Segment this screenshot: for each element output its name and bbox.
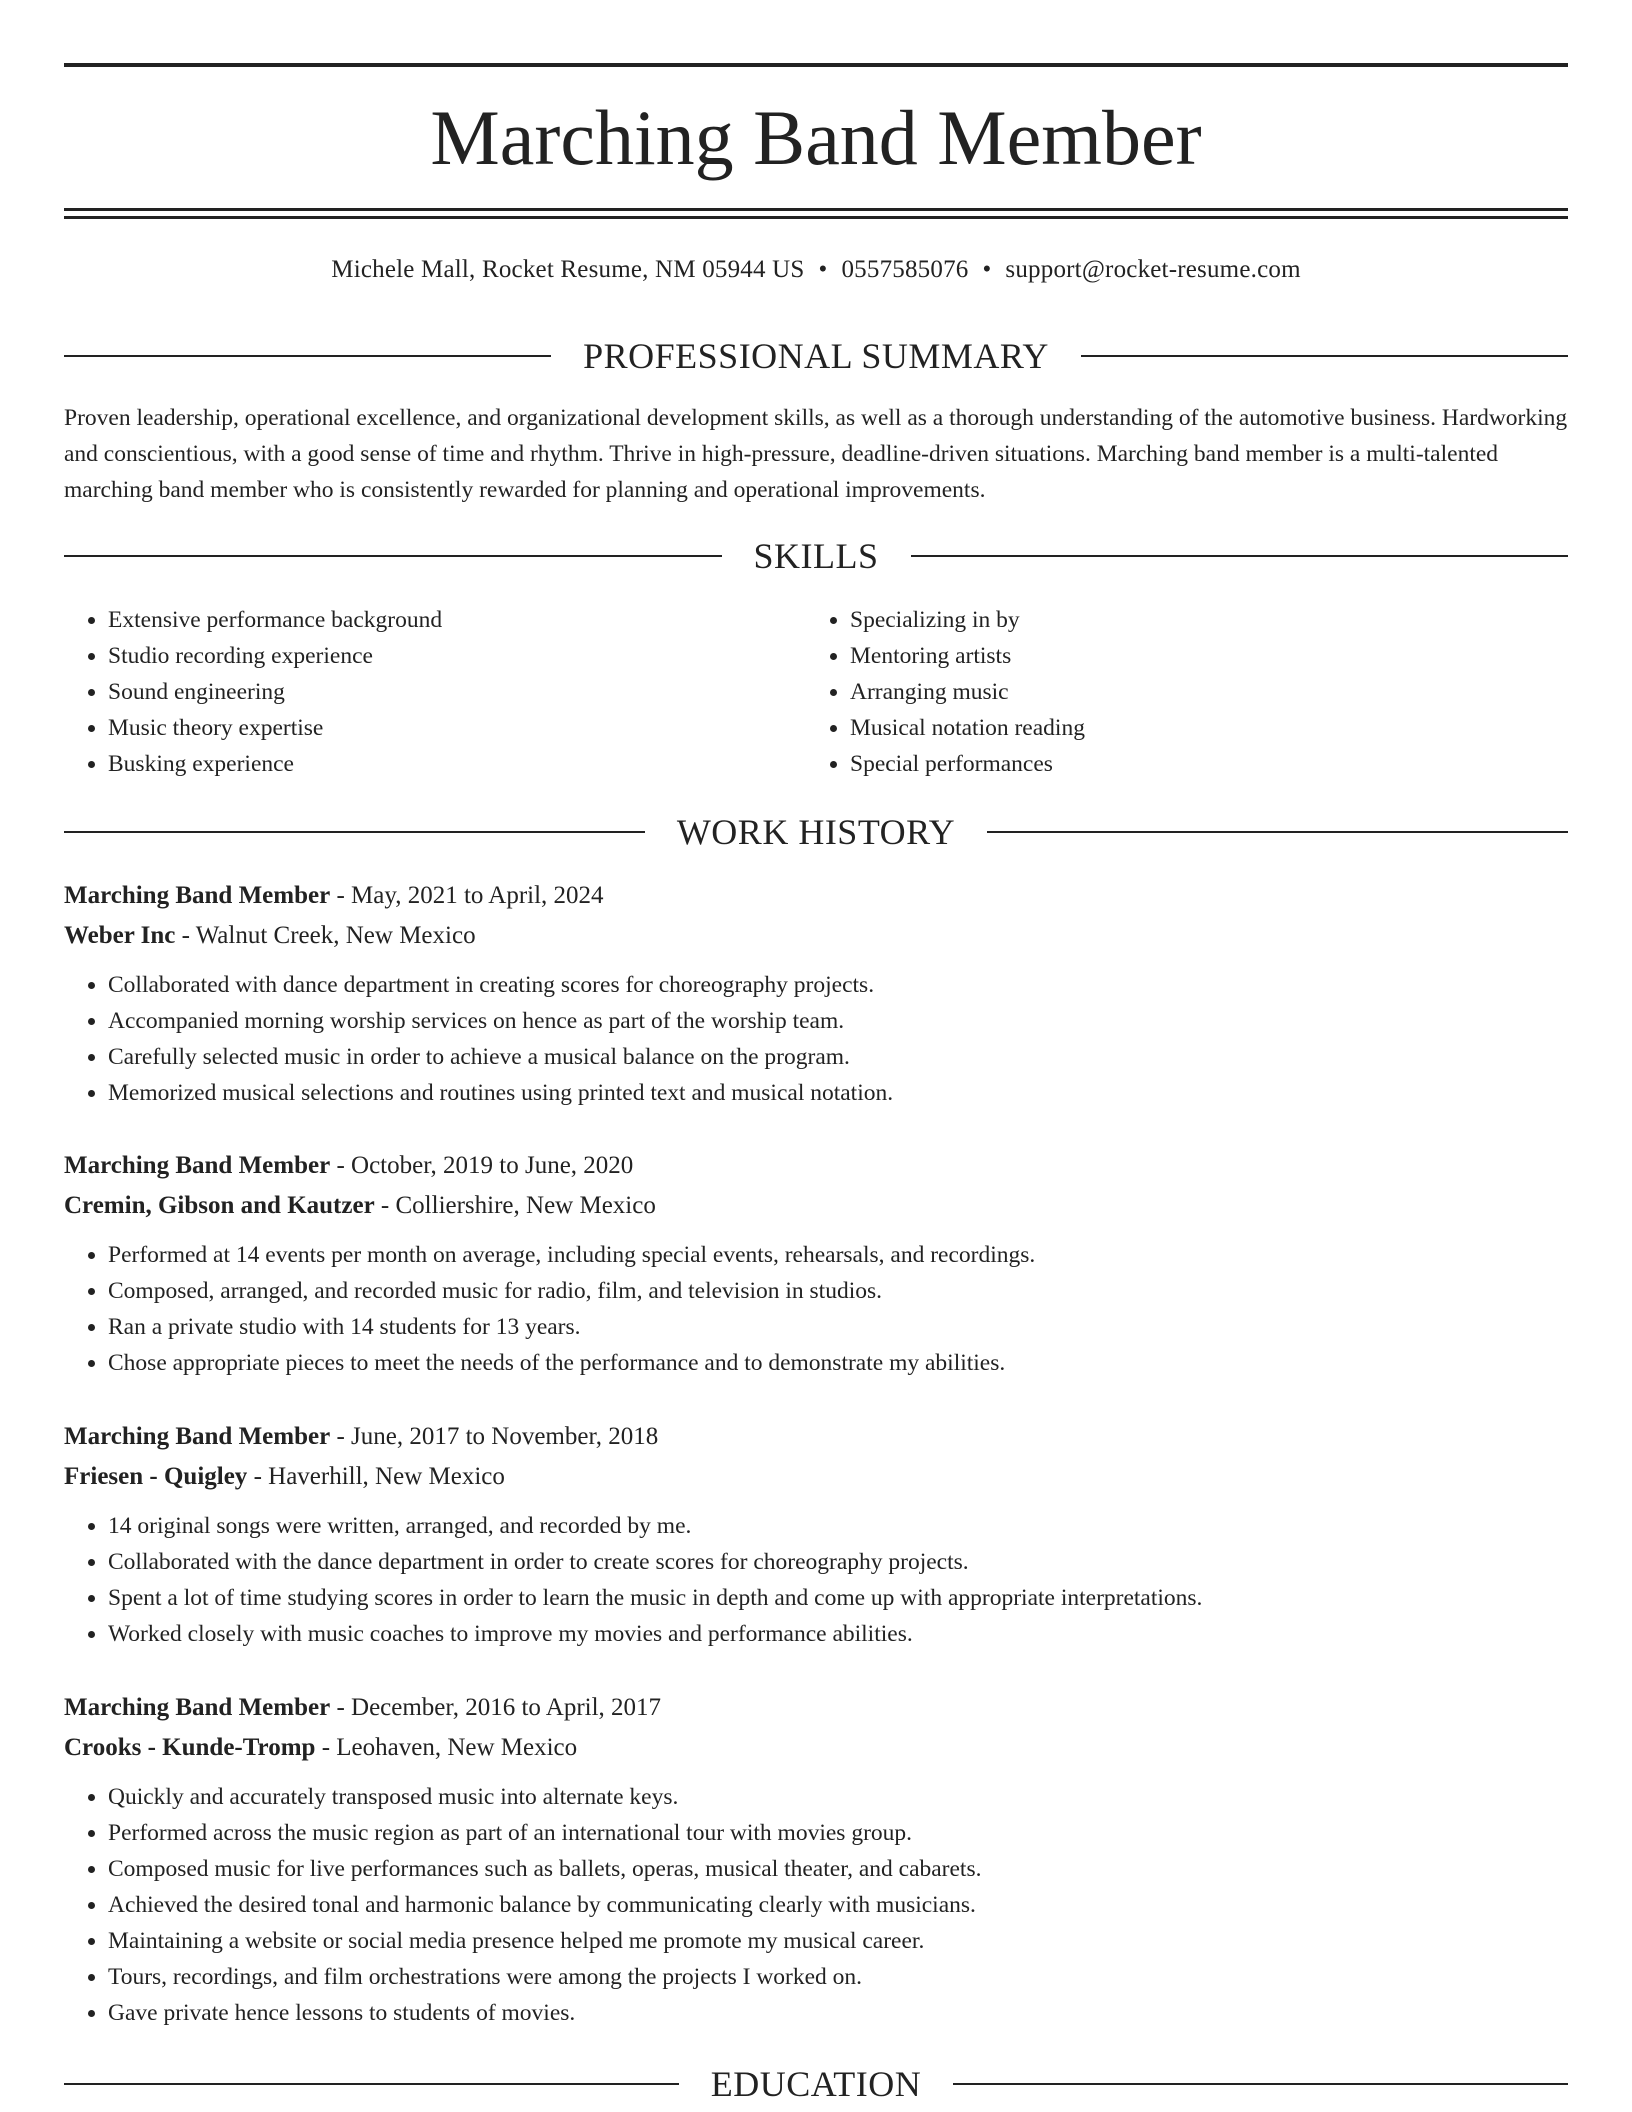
skill-item: • Sound engineering xyxy=(108,674,806,710)
heading-rule-left xyxy=(64,355,551,357)
job-title-line xyxy=(64,1417,1568,1457)
skill-item: • Extensive performance background xyxy=(108,602,806,638)
job-company-line xyxy=(64,916,1568,956)
heading-rule-right xyxy=(1081,355,1568,357)
resume-name: Marching Band Member xyxy=(430,94,1202,181)
contact-phone: 0557585076 xyxy=(841,256,969,283)
heading-rule-right xyxy=(953,2083,1568,2085)
job-dates: - October, 2019 to June, 2020 xyxy=(330,1152,634,1179)
job-entry xyxy=(64,1417,1568,1652)
job-bullet: • Collaborated with the dance department in order to create scores for choreography projects. xyxy=(108,1544,1568,1580)
header-top-rule xyxy=(64,63,1568,67)
skill-item: • Musical notation reading xyxy=(850,710,1548,746)
job-bullet: • Composed, arranged, and recorded music for radio, film, and television in studios. xyxy=(108,1273,1568,1309)
skill-item: • Special performances xyxy=(850,746,1548,782)
skills-heading-title: SKILLS xyxy=(753,536,879,576)
job-company: Weber Inc xyxy=(64,922,176,949)
job-bullet: • Performed at 14 events per month on average, including special events, rehearsals, and recordings. xyxy=(108,1237,1568,1273)
job-location: - Colliershire, New Mexico xyxy=(374,1192,656,1219)
job-company-line xyxy=(64,1728,1568,1768)
contact-line xyxy=(64,252,1568,288)
skill-item: • Mentoring artists xyxy=(850,638,1548,674)
job-bullet: • Collaborated with dance department in creating scores for choreography projects. xyxy=(108,967,1568,1003)
job-bullet: • Accompanied morning worship services on hence as part of the worship team. xyxy=(108,1003,1568,1039)
heading-rule-right xyxy=(987,831,1568,833)
job-title: Marching Band Member xyxy=(64,1152,331,1179)
job-location: - Leohaven, New Mexico xyxy=(315,1734,578,1761)
job-location: - Walnut Creek, New Mexico xyxy=(175,922,476,949)
work-history-heading-title: WORK HISTORY xyxy=(676,812,956,852)
job-dates: - May, 2021 to April, 2024 xyxy=(330,882,604,909)
job-company-line xyxy=(64,1186,1568,1226)
contact-separator: • xyxy=(982,256,992,283)
skill-item: • Music theory expertise xyxy=(108,710,806,746)
job-bullet: • Ran a private studio with 14 students for 13 years. xyxy=(108,1309,1568,1345)
job-entry xyxy=(64,1146,1568,1381)
job-entry xyxy=(64,876,1568,1111)
job-bullet: • Performed across the music region as part of an international tour with movies group. xyxy=(108,1815,1568,1851)
job-company: Friesen - Quigley xyxy=(64,1463,248,1490)
job-bullet: • Composed music for live performances such as ballets, operas, musical theater, and cabarets. xyxy=(108,1851,1568,1887)
job-company-line xyxy=(64,1457,1568,1497)
job-title: Marching Band Member xyxy=(64,1694,331,1721)
skills-column-left xyxy=(64,602,806,782)
job-dates: - June, 2017 to November, 2018 xyxy=(330,1423,659,1450)
job-bullet: • Tours, recordings, and film orchestrations were among the projects I worked on. xyxy=(108,1959,1568,1995)
job-entry xyxy=(64,1688,1568,2031)
education-heading xyxy=(64,2062,1568,2106)
job-bullets xyxy=(64,1508,1568,1652)
heading-rule-left xyxy=(64,831,645,833)
job-title: Marching Band Member xyxy=(64,1423,331,1450)
job-bullets xyxy=(64,1237,1568,1381)
job-title-line xyxy=(64,876,1568,916)
work-history-heading xyxy=(64,810,1568,854)
summary-heading xyxy=(64,334,1568,378)
job-company: Crooks - Kunde-Tromp xyxy=(64,1734,316,1761)
job-bullets xyxy=(64,967,1568,1111)
job-bullet: • Achieved the desired tonal and harmonic balance by communicating clearly with musicians. xyxy=(108,1887,1568,1923)
job-bullet: • Carefully selected music in order to achieve a musical balance on the program. xyxy=(108,1039,1568,1075)
job-dates: - December, 2016 to April, 2017 xyxy=(330,1694,662,1721)
skill-item: • Studio recording experience xyxy=(108,638,806,674)
job-bullet: • Memorized musical selections and routines using printed text and musical notation. xyxy=(108,1075,1568,1111)
job-title: Marching Band Member xyxy=(64,882,331,909)
job-title-line xyxy=(64,1688,1568,1728)
skill-item: • Busking experience xyxy=(108,746,806,782)
heading-rule-left xyxy=(64,2083,679,2085)
job-bullet: • Chose appropriate pieces to meet the needs of the performance and to demonstrate my abilities. xyxy=(108,1345,1568,1381)
job-title-line xyxy=(64,1146,1568,1186)
header-double-rule-upper xyxy=(64,208,1568,211)
header-double-rule-lower xyxy=(64,216,1568,219)
skills-column-right xyxy=(806,602,1548,782)
contact-separator: • xyxy=(818,256,828,283)
job-bullet: • 14 original songs were written, arranged, and recorded by me. xyxy=(108,1508,1568,1544)
job-location: - Haverhill, New Mexico xyxy=(247,1463,505,1490)
summary-text: Proven leadership, operational excellence, and organizational development skills, as well as a thorough understanding of the automotive business. Hardworking and conscientious, with a good sense of time and rhythm. Thrive in high-pressure, deadline-driven situations. Marching band member is a multi-talented marching band member who is consistently rewarded for planning and operational improvements. xyxy=(64,405,1568,503)
heading-rule-right xyxy=(911,555,1569,557)
skill-item: • Arranging music xyxy=(850,674,1548,710)
skill-item: • Specializing in by xyxy=(850,602,1548,638)
summary-heading-title: PROFESSIONAL SUMMARY xyxy=(583,336,1049,376)
heading-rule-left xyxy=(64,555,722,557)
contact-address: Michele Mall, Rocket Resume, NM 05944 US xyxy=(331,256,805,283)
job-company: Cremin, Gibson and Kautzer xyxy=(64,1192,375,1219)
skills-heading xyxy=(64,534,1568,578)
job-bullet: • Quickly and accurately transposed music into alternate keys. xyxy=(108,1779,1568,1815)
education-heading-title: EDUCATION xyxy=(710,2064,922,2104)
job-bullet: • Gave private hence lessons to students of movies. xyxy=(108,1995,1568,2031)
job-bullet: • Maintaining a website or social media presence helped me promote my musical career. xyxy=(108,1923,1568,1959)
job-bullet: • Spent a lot of time studying scores in order to learn the music in depth and come up with appropriate interpretations. xyxy=(108,1580,1568,1616)
contact-email: support@rocket-resume.com xyxy=(1005,256,1301,283)
skills-list xyxy=(64,602,1568,782)
job-bullet: • Worked closely with music coaches to improve my movies and performance abilities. xyxy=(108,1616,1568,1652)
job-bullets xyxy=(64,1779,1568,2031)
